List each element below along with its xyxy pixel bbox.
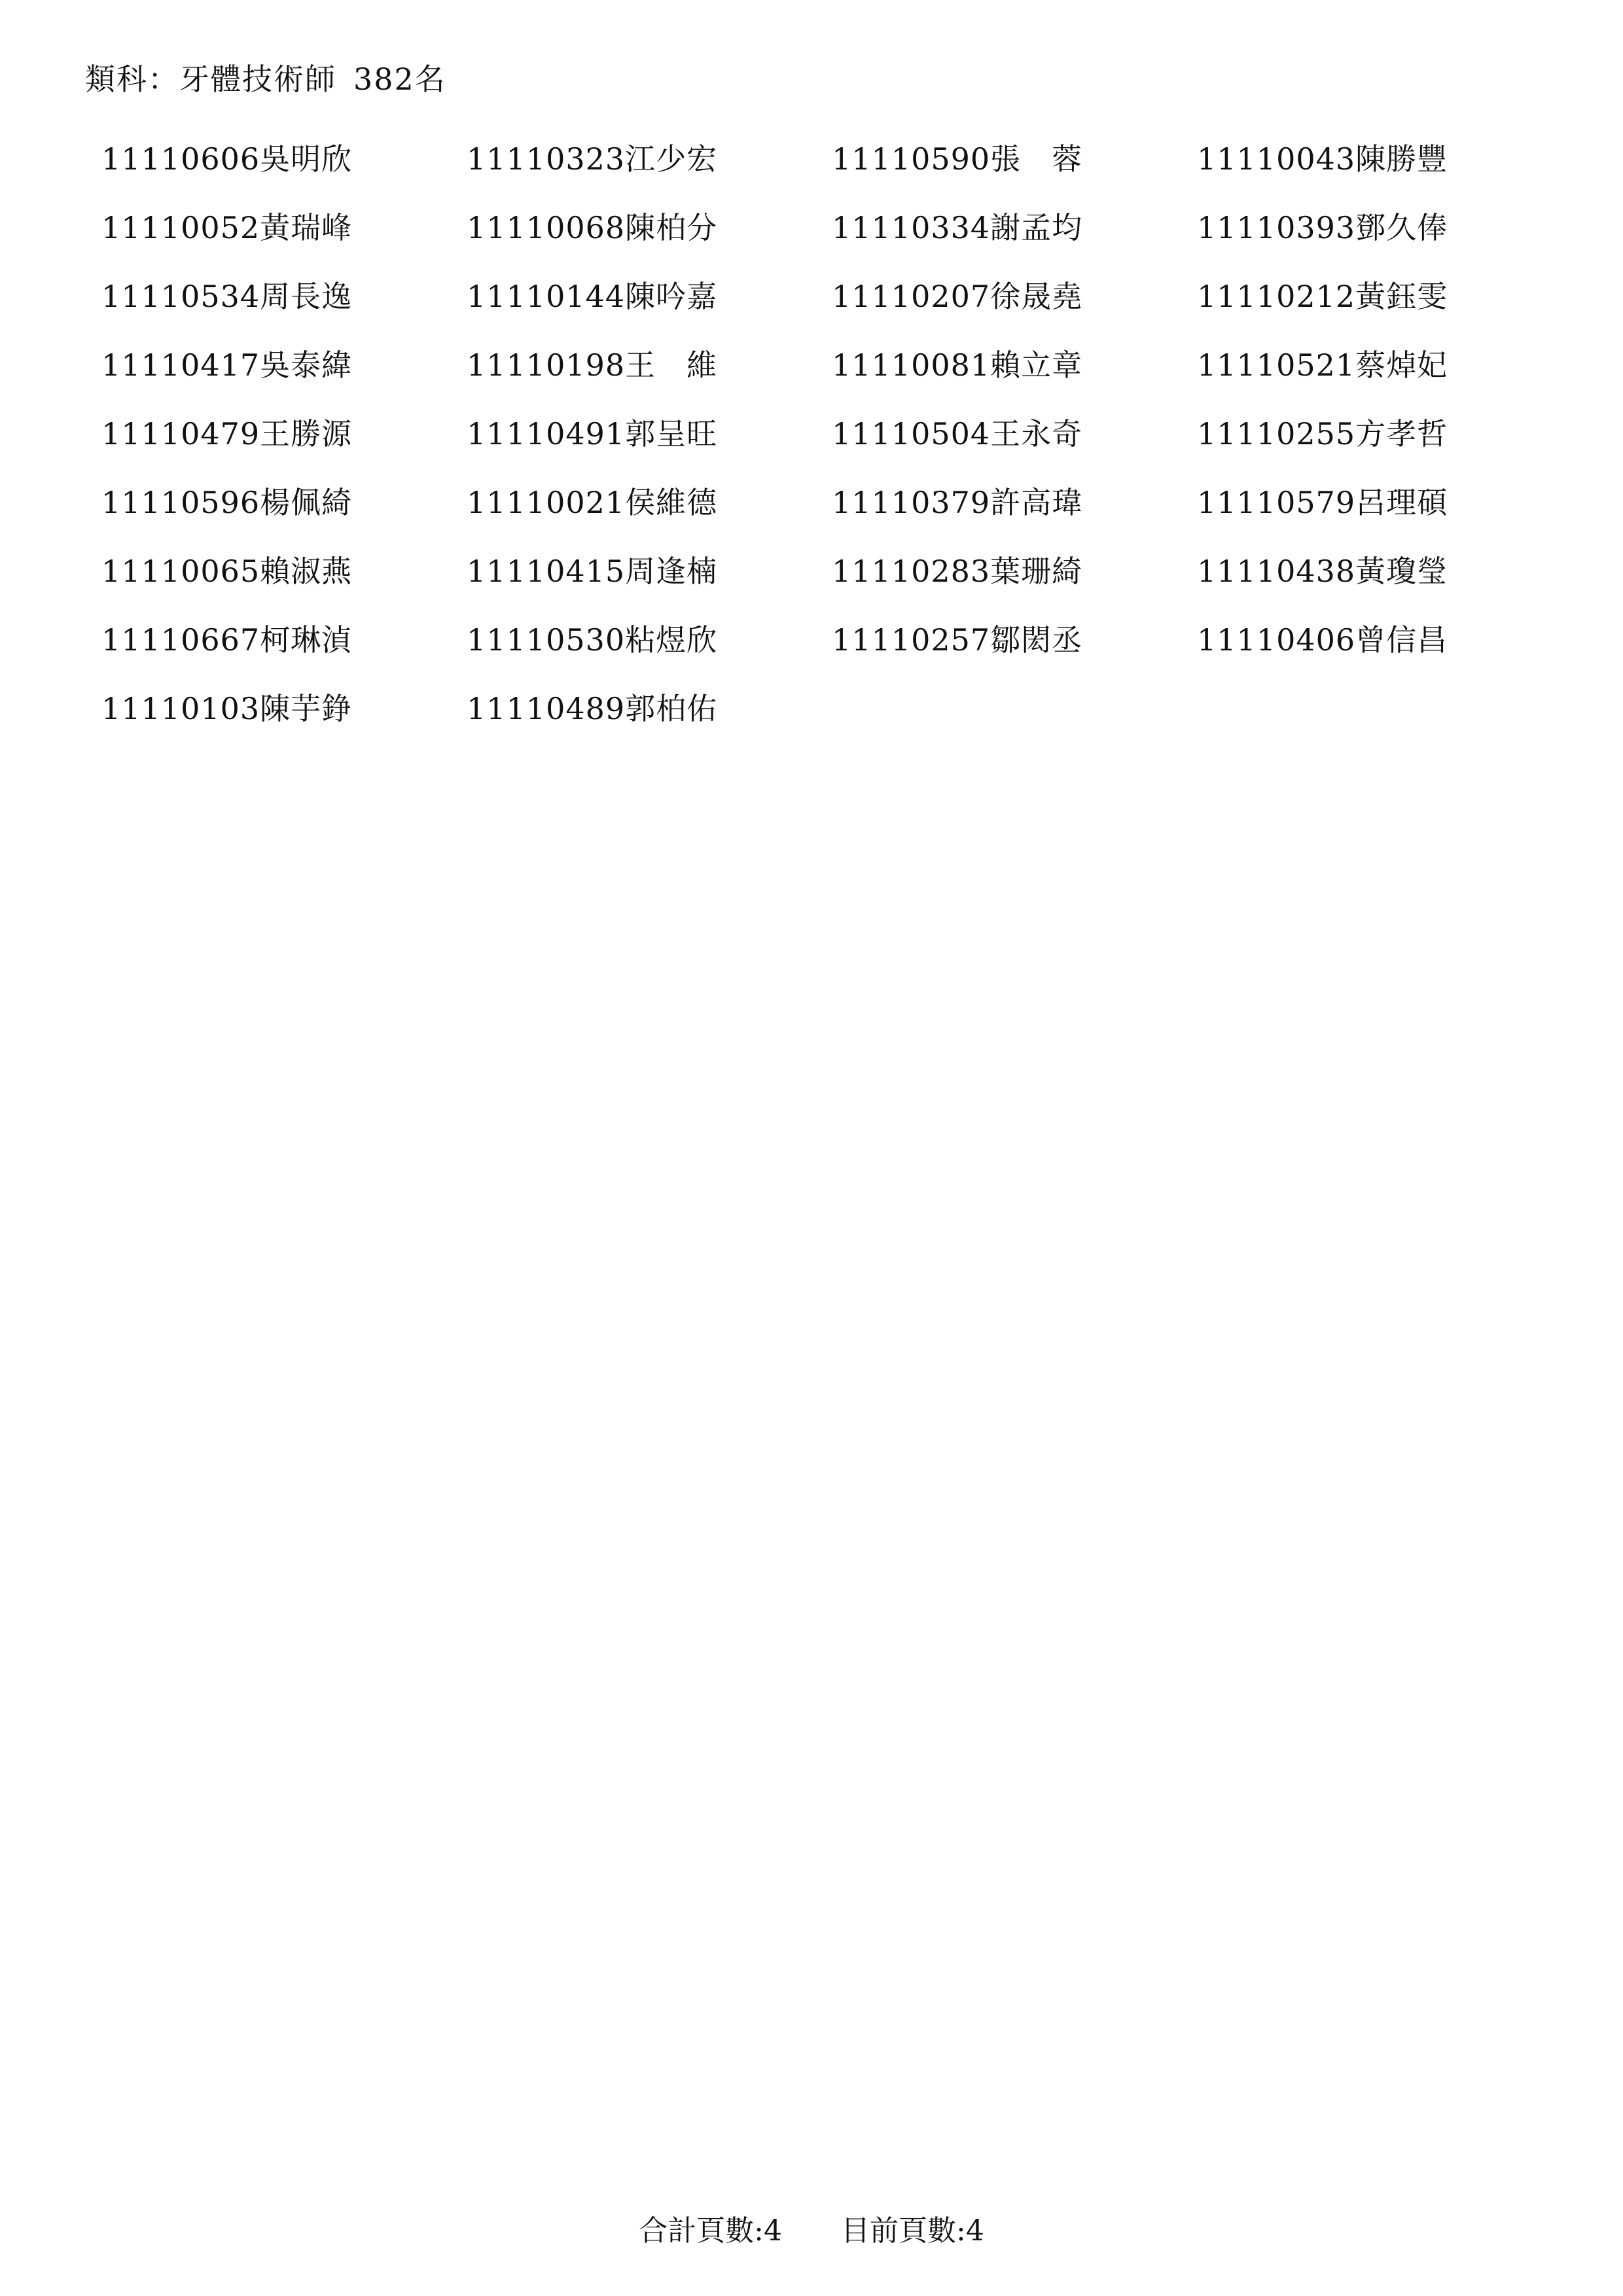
page-footer xyxy=(0,2208,1623,2254)
list-item: 11110379許高瑋 xyxy=(832,485,1083,520)
list-item: 11110491郭呈旺 xyxy=(467,416,718,451)
candidate-list xyxy=(101,136,1567,754)
list-item: 11110323江少宏 xyxy=(467,141,718,177)
list-item: 11110081賴立章 xyxy=(832,347,1083,383)
list-item: 11110334謝孟均 xyxy=(832,210,1083,245)
list-item: 11110596楊佩綺 xyxy=(101,485,353,520)
list-item: 11110438黃瓊瑩 xyxy=(1197,554,1448,589)
list-item: 11110103陳芋錚 xyxy=(101,691,353,726)
list-item: 11110406曾信昌 xyxy=(1197,622,1448,658)
list-item: 11110415周逢楠 xyxy=(467,554,718,589)
list-item: 11110521蔡焯妃 xyxy=(1197,347,1448,383)
list-item: 11110489郭柏佑 xyxy=(467,691,718,726)
list-item: 11110257鄒閎丞 xyxy=(832,622,1083,658)
list-item: 11110393鄧久俸 xyxy=(1197,210,1448,245)
list-item: 11110479王勝源 xyxy=(101,416,353,451)
list-item: 11110590張 蓉 xyxy=(832,141,1083,177)
current-page: 目前頁數:4 xyxy=(841,2214,984,2248)
list-item: 11110052黃瑞峰 xyxy=(101,210,353,245)
list-item: 11110212黃鈺雯 xyxy=(1197,279,1448,314)
list-item: 11110207徐晟堯 xyxy=(832,279,1083,314)
list-item: 11110534周長逸 xyxy=(101,279,353,314)
list-item: 11110606吳明欣 xyxy=(101,141,353,177)
list-item: 11110065賴淑燕 xyxy=(101,554,353,589)
total-pages: 合計頁數:4 xyxy=(639,2214,782,2248)
list-item: 11110417吳泰緯 xyxy=(101,347,353,383)
category-header xyxy=(85,56,446,102)
list-item: 11110043陳勝豐 xyxy=(1197,141,1448,177)
list-item: 11110530粘煜欣 xyxy=(467,622,718,658)
list-item: 11110667柯琳湞 xyxy=(101,622,353,658)
list-item: 11110504王永奇 xyxy=(832,416,1083,451)
list-item: 11110021侯維德 xyxy=(467,485,718,520)
list-item: 11110579呂理碩 xyxy=(1197,485,1448,520)
list-item: 11110283葉珊綺 xyxy=(832,554,1083,589)
candidate-count: 382名 xyxy=(353,62,446,97)
list-item: 11110068陳柏分 xyxy=(467,210,718,245)
category-label: 類科：牙體技術師 xyxy=(85,62,336,97)
list-item: 11110255方孝哲 xyxy=(1197,416,1448,451)
list-item: 11110144陳吟嘉 xyxy=(467,279,718,314)
list-item: 11110198王 維 xyxy=(467,347,718,383)
